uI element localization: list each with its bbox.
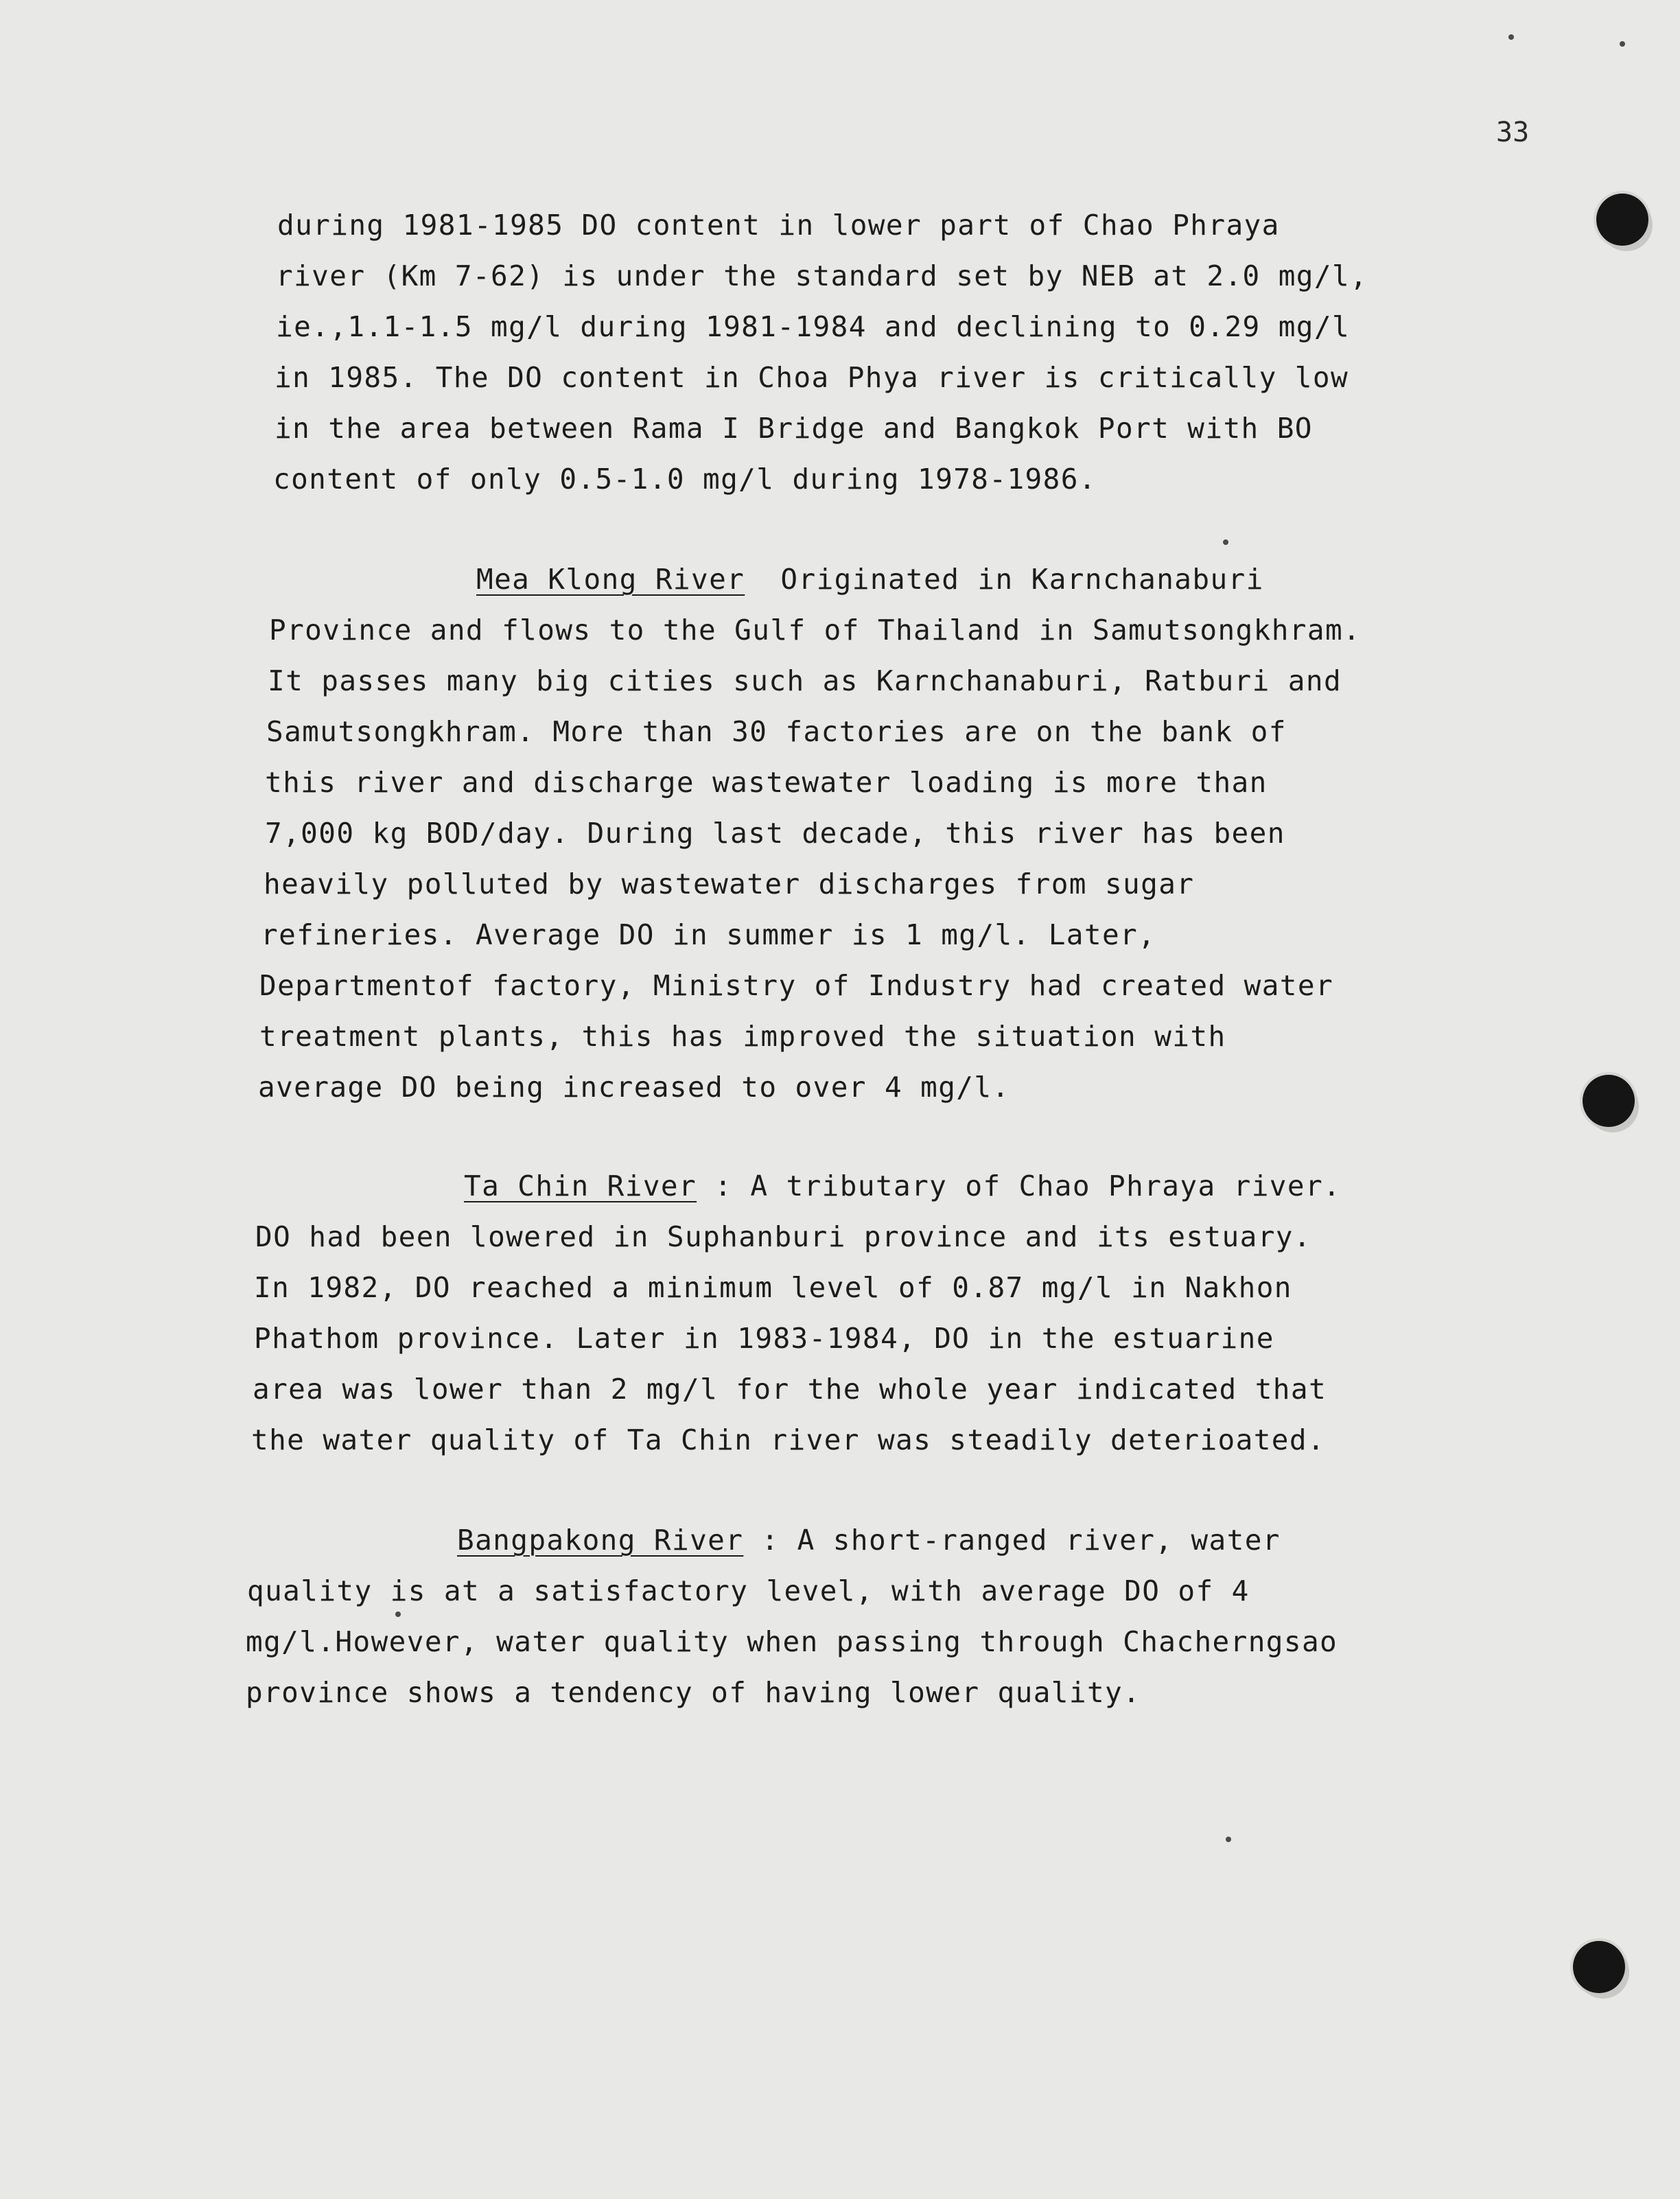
text-line: : A short-ranged river, water — [743, 1524, 1281, 1557]
text-line: Phathom province. Later in 1983-1984, DO in the estuarine — [254, 1322, 1274, 1355]
text-line: in 1985. The DO content in Choa Phya river is critically low — [275, 361, 1349, 394]
text-line: ie.,1.1-1.5 mg/l during 1981-1984 and declining to 0.29 mg/l — [276, 310, 1351, 343]
text-line: : A tributary of Chao Phraya river. — [697, 1170, 1342, 1202]
text-line: Departmentof factory, Ministry of Industry had created water — [259, 969, 1334, 1002]
section-first-line — [464, 1170, 1341, 1202]
text-line: It passes many big cities such as Karnchanaburi, Ratburi and — [268, 664, 1342, 697]
section-first-line — [476, 563, 1264, 596]
text-line: Province and flows to the Gulf of Thailand in Samutsongkhram. — [269, 614, 1362, 647]
text-line: the water quality of Ta Chin river was steadily deterioated. — [251, 1423, 1326, 1456]
text-line: province shows a tendency of having lower quality. — [246, 1676, 1141, 1709]
section-heading-mea-klong: Mea Klong River — [476, 563, 745, 596]
text-line: area was lower than 2 mg/l for the whole year indicated that — [253, 1373, 1327, 1406]
text-line: mg/l.However, water quality when passing through Chacherngsao — [246, 1625, 1338, 1658]
section-first-line — [457, 1524, 1281, 1557]
text-line: In 1982, DO reached a minimum level of 0.87 mg/l in Nakhon — [254, 1271, 1292, 1304]
text-line: DO had been lowered in Suphanburi province and its estuary. — [255, 1220, 1311, 1253]
text-line: river (Km 7-62) is under the standard set by NEB at 2.0 mg/l, — [276, 259, 1368, 292]
text-line: during 1981-1985 DO content in lower part of Chao Phraya — [277, 209, 1280, 242]
page-number: 33 — [1496, 117, 1530, 148]
text-line: average DO being increased to over 4 mg/l. — [258, 1071, 1010, 1104]
text-line: 7,000 kg BOD/day. During last decade, this river has been — [265, 817, 1285, 850]
text-line: this river and discharge wastewater loading is more than — [265, 766, 1268, 799]
section-heading-ta-chin: Ta Chin River — [464, 1170, 697, 1202]
text-line: content of only 0.5-1.0 mg/l during 1978-1986. — [273, 463, 1097, 496]
text-line: Originated in Karnchanaburi — [745, 563, 1264, 596]
text-line: refineries. Average DO in summer is 1 mg/l. Later, — [261, 918, 1156, 951]
text-line: heavily polluted by wastewater discharges from sugar — [264, 868, 1195, 900]
text-line: treatment plants, this has improved the situation with — [259, 1020, 1226, 1053]
text-line: in the area between Rama I Bridge and Bangkok Port with BO — [275, 412, 1313, 445]
section-heading-bangpakong: Bangpakong River — [457, 1524, 744, 1557]
text-line: quality is at a satisfactory level, with average DO of 4 — [247, 1574, 1250, 1607]
text-line: Samutsongkhram. More than 30 factories are on the bank of — [266, 715, 1287, 748]
